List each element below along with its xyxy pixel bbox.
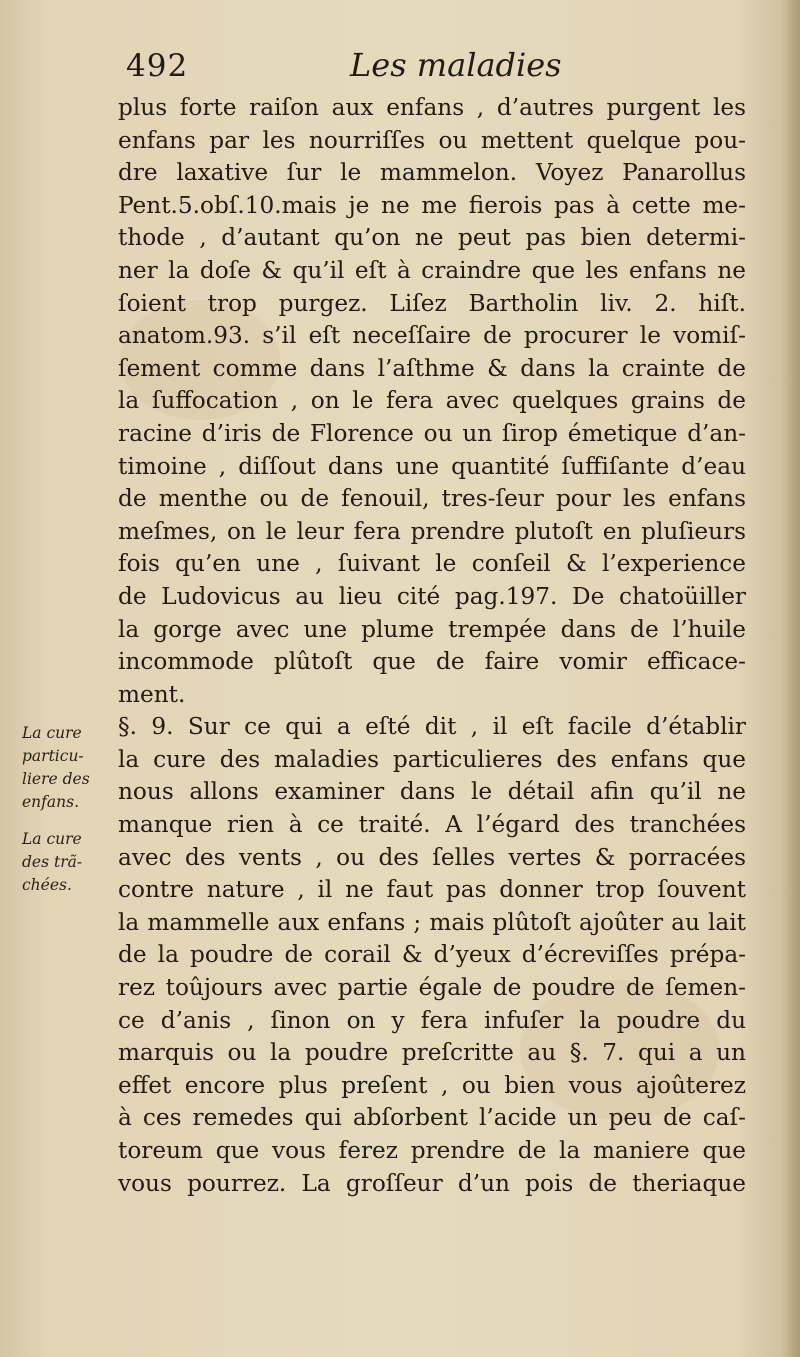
main-text: [118, 92, 746, 1200]
running-title: Les maladies: [350, 46, 562, 84]
text-line: fois qu’en une , ſuivant le conſeil & l’experience: [118, 550, 746, 578]
text-line: la gorge avec une plume trempée dans de l’huile: [118, 615, 746, 643]
text-line: nous allons examiner dans le détail afin qu’il ne: [118, 778, 746, 806]
text-line: Pent.5.obſ.10.mais je ne me fierois pas à cette me-: [118, 191, 746, 219]
page-edge-shadow: [782, 0, 800, 1357]
text-line: incommode plûtoſt que de faire vomir efficace-: [118, 648, 746, 676]
margin-note-line: chées.: [22, 876, 72, 894]
text-line: dre laxative ſur le mammelon. Voyez Panarollus: [118, 159, 746, 187]
text-line: §. 9. Sur ce qui a eſté dit , il eſt facile d’établir: [118, 713, 746, 741]
margin-note-line: liere des: [22, 770, 90, 788]
text-line: vous pourrez. La groſſeur d’un pois de theriaque: [118, 1169, 746, 1197]
text-line: marquis ou la poudre preſcritte au §. 7. qui a un: [118, 1039, 746, 1067]
text-line: enfans par les nourriſſes ou mettent quelque pou-: [118, 126, 746, 154]
text-line: avec des vents , ou des ſelles vertes & porracées: [118, 843, 746, 871]
margin-note-cure-tranchees: [22, 828, 122, 897]
text-line: toreum que vous ferez prendre de la maniere que: [118, 1137, 746, 1164]
text-line: ment.: [118, 680, 186, 708]
text-line: ner la doſe & qu’il eſt à craindre que les enfans ne: [118, 256, 746, 284]
margin-note-line: enfans.: [22, 793, 79, 811]
text-line: thode , d’autant qu’on ne peut pas bien determi-: [118, 224, 746, 252]
text-line: effet encore plus preſent , ou bien vous ajoûterez: [118, 1071, 746, 1099]
text-line: de menthe ou de fenouil, tres-ſeur pour les enfans: [118, 485, 746, 513]
text-line: manque rien à ce traité. A l’égard des tranchées: [118, 811, 746, 839]
margin-note-line: La cure: [22, 724, 82, 742]
text-line: anatom.93. s’il eſt neceſſaire de procurer le vomiſ-: [118, 322, 746, 350]
margin-note-line: La cure: [22, 830, 82, 848]
margin-note-line: des trã-: [22, 853, 83, 871]
text-line: de la poudre de corail & d’yeux d’écreviſſes prépa-: [118, 941, 746, 969]
margin-note-cure-particuliere: [22, 722, 122, 814]
text-line: à ces remedes qui abſorbent l’acide un peu de caſ-: [118, 1104, 746, 1132]
page-number: 492: [126, 48, 189, 84]
text-line: meſmes, on le leur fera prendre plutoſt en pluſieurs: [118, 517, 746, 545]
text-line: timoine , diſſout dans une quantité ſuffiſante d’eau: [118, 452, 746, 480]
text-line: de Ludovicus au lieu cité pag.197. De chatoüiller: [118, 582, 746, 610]
text-line: contre nature , il ne faut pas donner trop ſouvent: [118, 876, 746, 904]
text-line: ce d’anis , ſinon on y fera infuſer la poudre du: [118, 1006, 746, 1034]
text-line: racine d’iris de Florence ou un ſirop émetique d’an-: [118, 419, 746, 447]
text-line: la mammelle aux enfans ; mais plûtoſt ajoûter au lait: [118, 908, 746, 936]
text-line: la cure des maladies particulieres des enfans que: [118, 745, 746, 773]
text-line: ſoient trop purgez. Liſez Bartholin liv. 2. hiſt.: [118, 289, 746, 317]
text-line: rez toûjours avec partie égale de poudre de ſemen-: [118, 974, 746, 1002]
margin-notes: [22, 722, 122, 911]
text-line: plus forte raiſon aux enfans , d’autres purgent les: [118, 94, 746, 121]
page-header: [118, 40, 738, 90]
margin-note-line: particu-: [22, 747, 84, 765]
text-line: la ſuffocation , on le fera avec quelques grains de: [118, 387, 746, 415]
text-line: ſement comme dans l’aſthme & dans la crainte de: [118, 354, 746, 382]
